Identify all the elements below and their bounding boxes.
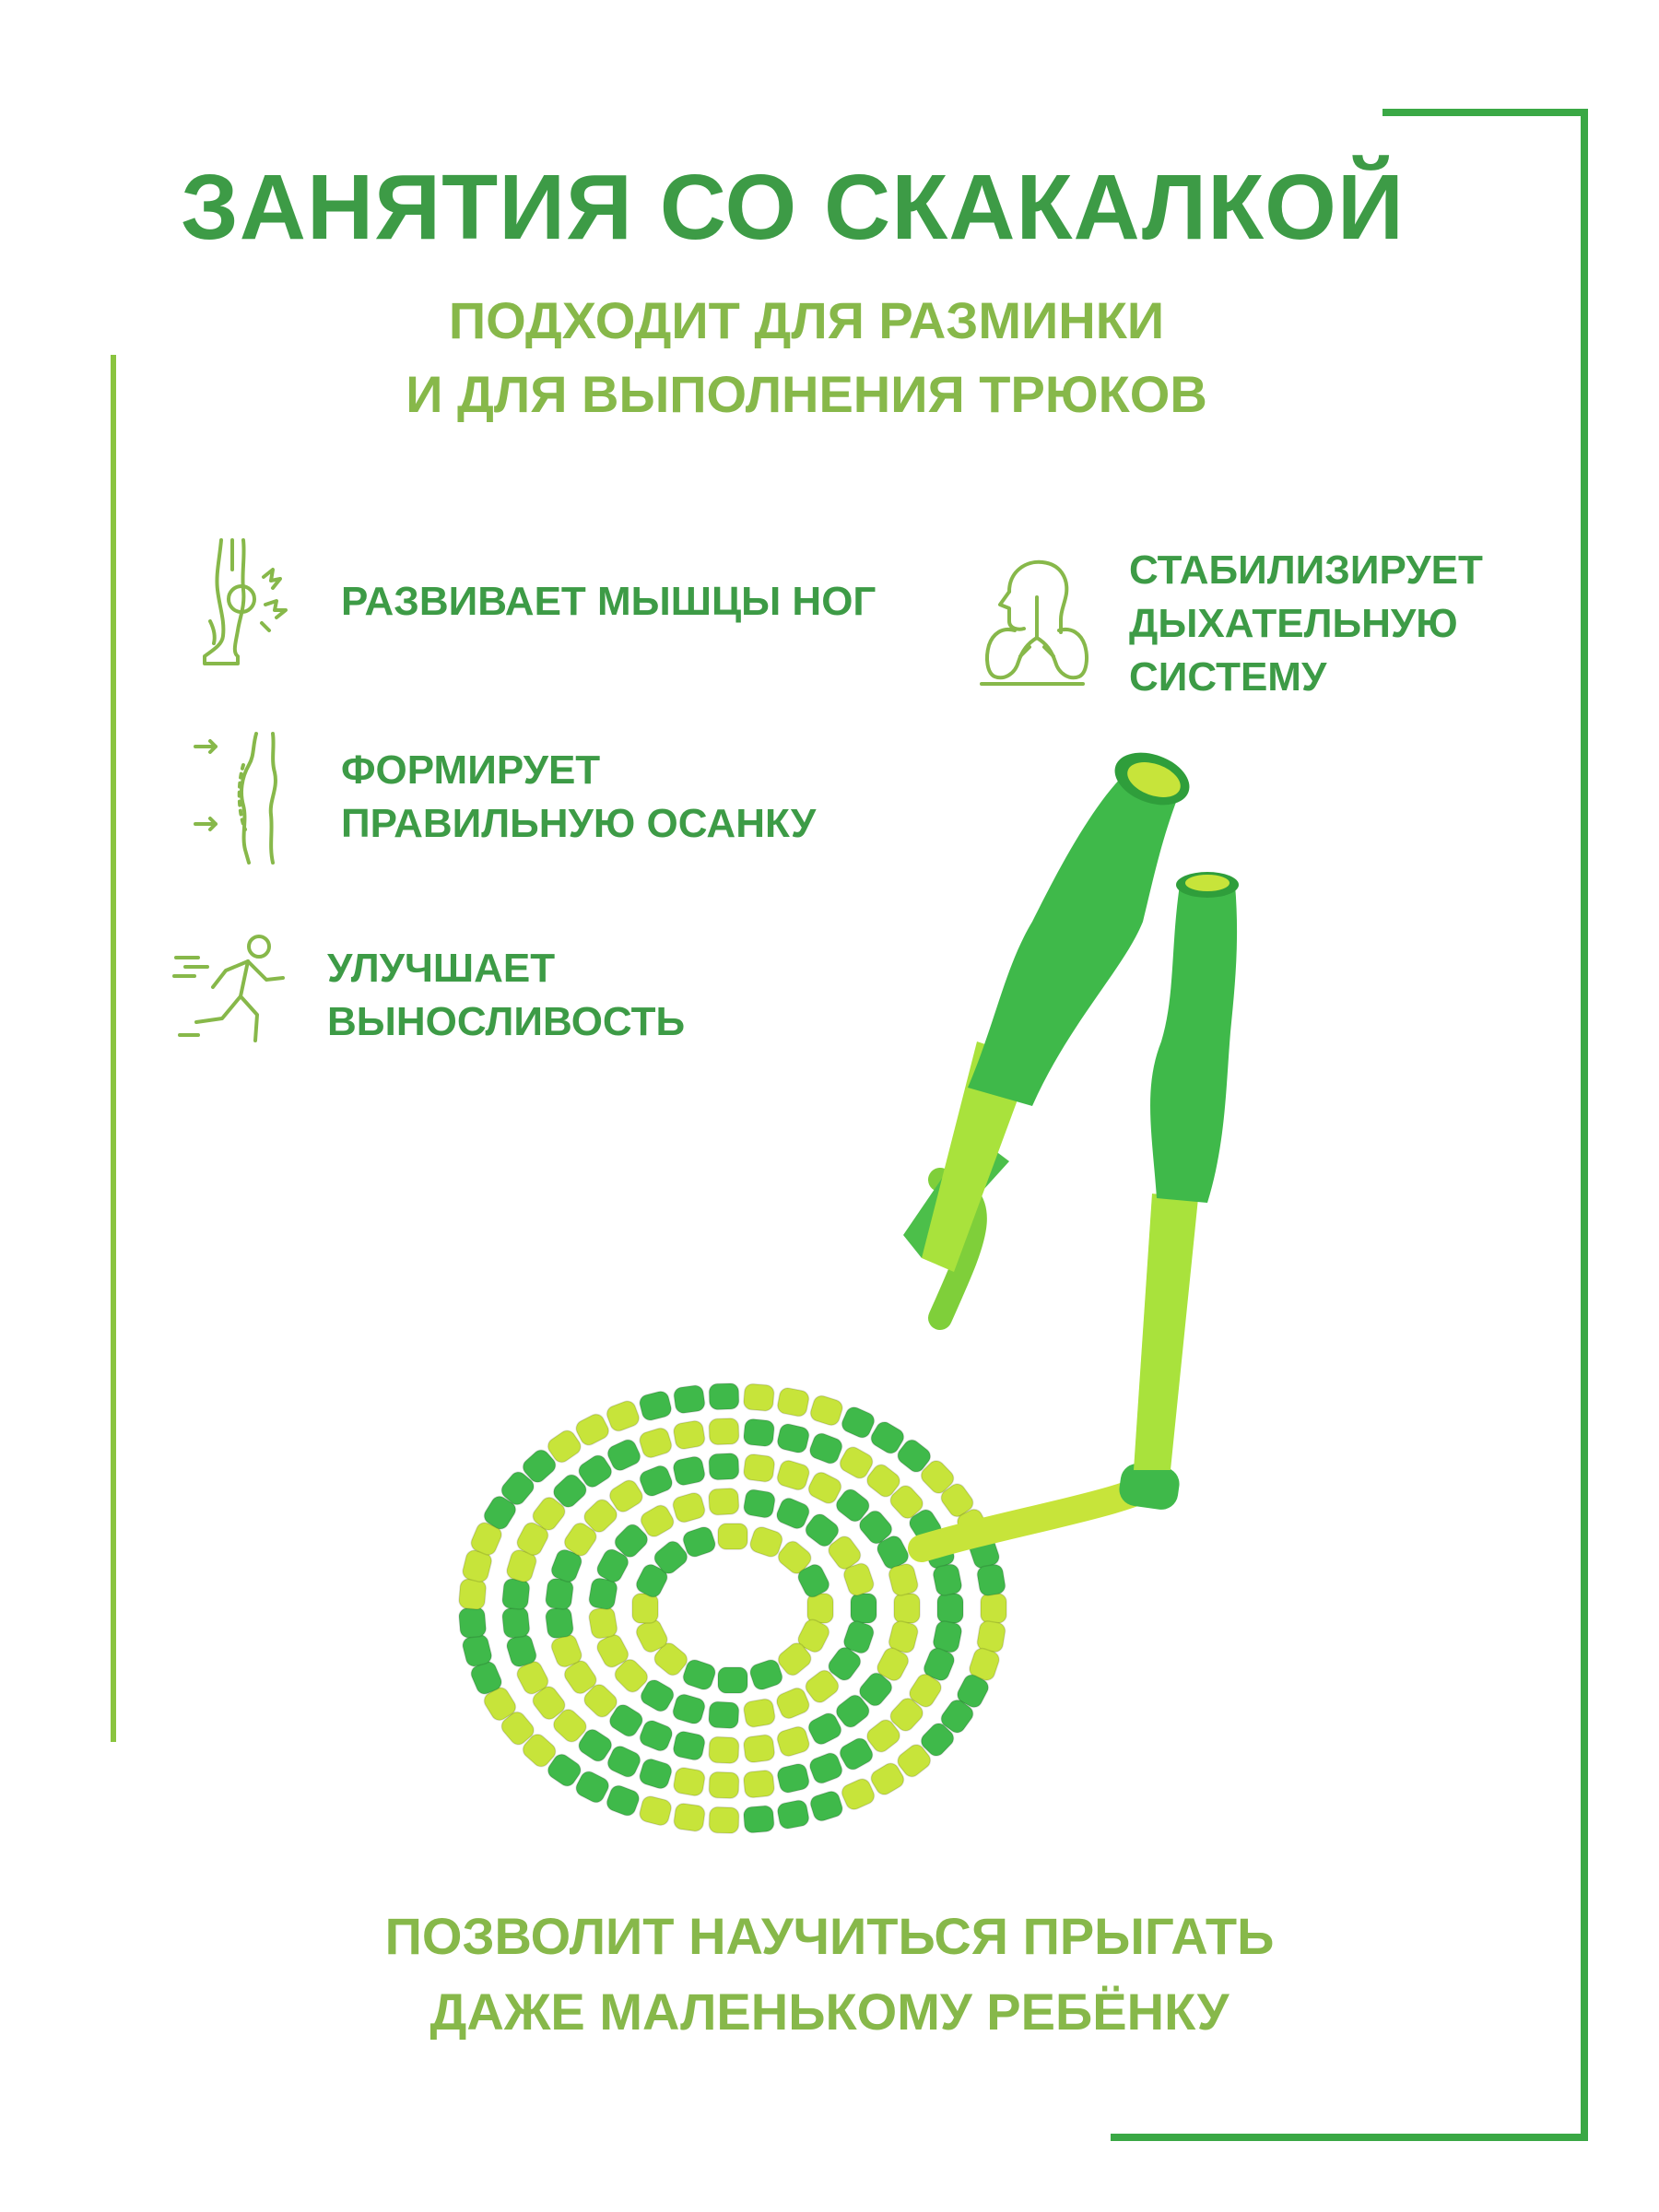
rope-bead [932, 1563, 963, 1597]
rope-bead [709, 1736, 739, 1763]
rope-bead [743, 1418, 775, 1447]
rope-bead [605, 1783, 641, 1818]
feature-legs-text: РАЗВИВАЕТ МЫШЦЫ НОГ [341, 579, 877, 624]
rope-handle-right [1117, 872, 1239, 1512]
rope-bead [709, 1418, 739, 1445]
rope-bead [718, 1667, 747, 1693]
rope-bead [776, 1799, 810, 1830]
subtitle-line-1: ПОДХОДИТ ДЛЯ РАЗМИНКИ [448, 291, 1165, 349]
rope-bead [672, 1730, 706, 1761]
rope-bead [743, 1806, 774, 1834]
rope-bead [851, 1594, 877, 1623]
footer-line-2: ДАЖЕ МАЛЕНЬКОМУ РЕБЁНКУ [429, 1983, 1230, 2041]
jump-rope-image [424, 719, 1346, 1843]
rope-bead [937, 1594, 963, 1623]
rope-bead [605, 1399, 641, 1433]
running-man-icon [171, 926, 290, 1065]
rope-bead [976, 1563, 1006, 1596]
rope-bead [638, 1464, 675, 1499]
rope-bead [632, 1594, 658, 1623]
rope-bead [673, 1384, 706, 1414]
rope-bead [501, 1578, 530, 1610]
subtitle-line-2: И ДЛЯ ВЫПОЛНЕНИЯ ТРЮКОВ [406, 365, 1207, 423]
rope-bead [709, 1701, 740, 1729]
rope-bead [774, 1496, 811, 1531]
rope-bead [840, 1776, 877, 1812]
leg-muscle-icon [184, 533, 304, 671]
feature-endurance-text-2: ВЫНОСЛИВОСТЬ [327, 999, 686, 1044]
rope-bead [461, 1633, 493, 1668]
rope-bead [673, 1803, 706, 1832]
rope-beads-coil [458, 1383, 1006, 1834]
feature-posture-text-1: ФОРМИРУЕТ [341, 747, 601, 793]
rope-bead [588, 1606, 618, 1640]
rope-bead [545, 1578, 574, 1610]
footer-caption [184, 1899, 1475, 2050]
rope-bead [709, 1383, 739, 1410]
frame-right-line [1581, 109, 1588, 2141]
feature-breathing-text-2: ДЫХАТЕЛЬНУЮ [1129, 601, 1458, 646]
feature-breathing-text-3: СИСТЕМУ [1129, 654, 1327, 700]
rope-bead [775, 1724, 811, 1758]
rope-bead [776, 1422, 811, 1454]
frame-bottom-line [1111, 2134, 1588, 2141]
rope-handle-left [903, 743, 1196, 1272]
feature-breathing [972, 544, 1483, 704]
rope-bead [671, 1692, 707, 1725]
rope-bead [807, 1751, 844, 1786]
rope-bead [458, 1579, 487, 1610]
feature-breathing-text-1: СТАБИЛИЗИРУЕТ [1129, 547, 1483, 593]
rope-bead [638, 1757, 674, 1790]
rope-bead [671, 1491, 707, 1524]
rope-bead [709, 1771, 739, 1798]
lungs-icon [972, 555, 1092, 693]
rope-bead [709, 1806, 739, 1833]
rope-bead [743, 1453, 775, 1483]
rope-bead [458, 1606, 487, 1638]
rope-bead [638, 1390, 673, 1422]
rope-bead [776, 1762, 811, 1794]
rope-bead [807, 1594, 833, 1623]
rope-bead [638, 1718, 675, 1753]
rope-bead [981, 1594, 1006, 1623]
rope-bead [743, 1770, 775, 1798]
feature-posture-text-2: ПРАВИЛЬНУЮ ОСАНКУ [341, 801, 817, 846]
rope-bead [840, 1405, 877, 1441]
rope-bead [709, 1453, 739, 1480]
rope-bead [672, 1455, 706, 1487]
rope-bead [638, 1426, 674, 1459]
rope-bead [775, 1459, 811, 1492]
rope-bead [709, 1488, 740, 1515]
page-title: ЗАНЯТИЯ СО СКАКАЛКОЙ [181, 156, 1405, 259]
rope-bead [743, 1698, 776, 1728]
rope-bead [638, 1794, 673, 1827]
footer-line-1: ПОЗВОЛИТ НАУЧИТЬСЯ ПРЫГАТЬ [384, 1907, 1275, 1965]
rope-bead [673, 1419, 706, 1450]
rope-bead [888, 1562, 920, 1597]
rope-bead [808, 1789, 844, 1822]
rope-bead [673, 1767, 706, 1797]
feature-legs [184, 533, 876, 671]
posture-icon [184, 728, 304, 866]
frame-left-line [111, 355, 116, 1742]
rope-bead [774, 1686, 811, 1721]
feature-endurance-text-1: УЛУЧШАЕТ [327, 946, 556, 991]
frame-top-line [1382, 109, 1588, 116]
rope-bead [776, 1386, 810, 1418]
subtitle [230, 284, 1382, 431]
rope-bead [808, 1394, 844, 1427]
rope-bead [807, 1431, 844, 1466]
rope-bead [743, 1383, 774, 1412]
rope-bead [545, 1606, 574, 1639]
rope-bead [894, 1594, 920, 1623]
rope-bead [718, 1524, 747, 1549]
rope-bead [501, 1606, 530, 1639]
rope-bead [743, 1734, 775, 1763]
rope-bead [743, 1488, 776, 1519]
